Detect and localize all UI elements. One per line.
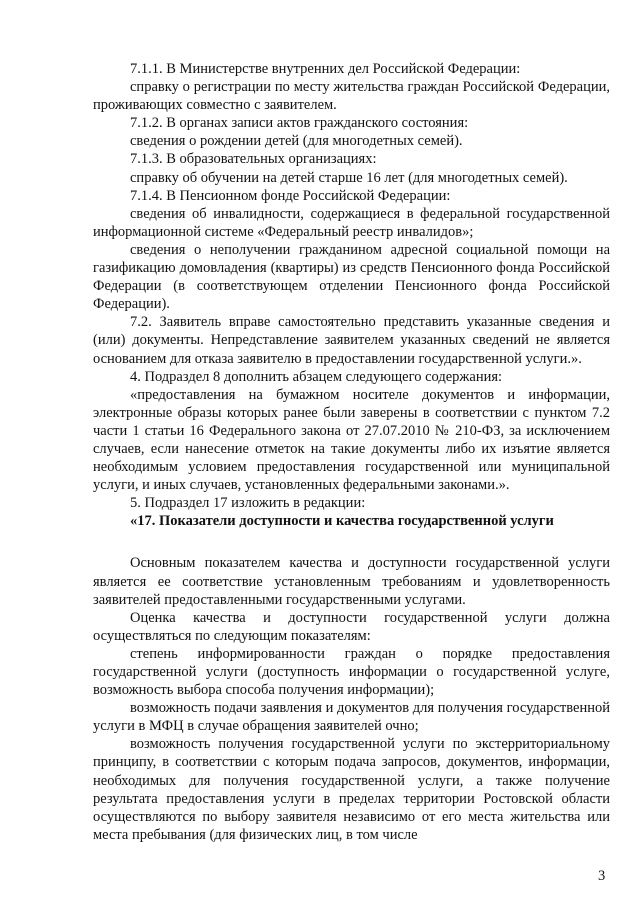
paragraph: сведения об инвалидности, содержащиеся в федеральной государственной информационной системе «Федеральный реестр инвалидов»; xyxy=(93,205,610,240)
paragraph: Оценка качества и доступности государственной услуги должна осуществляться по следующим показателям: xyxy=(93,609,610,644)
document-body xyxy=(93,60,610,844)
paragraph: 7.1.1. В Министерстве внутренних дел Российской Федерации: xyxy=(130,61,521,77)
paragraph: 7.1.3. В образовательных организациях: xyxy=(130,151,377,168)
paragraph: сведения о рождении детей (для многодетных семей). xyxy=(130,133,463,150)
paragraph: 7.1.4. В Пенсионном фонде Российской Федерации: xyxy=(130,187,451,204)
section-heading: «17. Показатели доступности и качества государственной услуги xyxy=(130,513,554,530)
paragraph: 7.2. Заявитель вправе самостоятельно представить указанные сведения и (или) документы. Непредставление заявителем указанных сведений не является основанием для отказа заявителю в предоставлении государственной услуги.». xyxy=(93,314,610,367)
paragraph: возможность подачи заявления и документов для получения государственной услуги в МФЦ в случае обращения заявителей очно; xyxy=(93,700,610,735)
page-number: 3 xyxy=(598,868,606,884)
paragraph: степень информированности граждан о порядке предоставления государственной услуги (доступность информации о государственной услуге, возможность выбора способа получения информации); xyxy=(93,645,610,699)
paragraph: возможность получения государственной услуги по экстерриториальному принципу, в соответствии с которым подача запросов, документов, информации, необходимых для получения государственной услуги, а также получение результата предоставления услуги в пределах территории Ростовской области осуществляются по выбору заявителя независимо от его места жительства или места пребывания (для физических лиц, в том числе xyxy=(93,736,610,843)
paragraph: справку об обучении на детей старше 16 лет (для многодетных семей). xyxy=(130,169,568,186)
paragraph: сведения о неполучении гражданином адресной социальной помощи на газификацию домовладения (квартиры) из средств Пенсионного фонда Российской Федерации (в соответствующем отделении Пенсионного фонда Российской Федерации). xyxy=(93,241,610,313)
paragraph: 4. Подраздел 8 дополнить абзацем следующего содержания: xyxy=(130,368,503,385)
paragraph: 5. Подраздел 17 изложить в редакции: xyxy=(130,495,366,512)
paragraph: «предоставления на бумажном носителе документов и информации, электронные образы которых ранее были заверены в соответствии с пунктом 7.2 части 1 статьи 16 Федерального закона от 27.07.2010 № 210-ФЗ, за исключением случаев, если нанесение отметок на такие документы либо их изъятие является необходимым условием предоставления государственной или муниципальной услуги, и иных случаев, установленных федеральными законами.». xyxy=(93,386,610,494)
paragraph: 7.1.2. В органах записи актов гражданского состояния: xyxy=(130,115,469,132)
paragraph: справку о регистрации по месту жительства граждан Российской Федерации, проживающих совместно с заявителем. xyxy=(93,79,610,114)
paragraph: Основным показателем качества и доступности государственной услуги является ее соответствие установленным требованиям и удовлетворенность заявителей предоставленными государственными услугами. xyxy=(93,555,610,608)
